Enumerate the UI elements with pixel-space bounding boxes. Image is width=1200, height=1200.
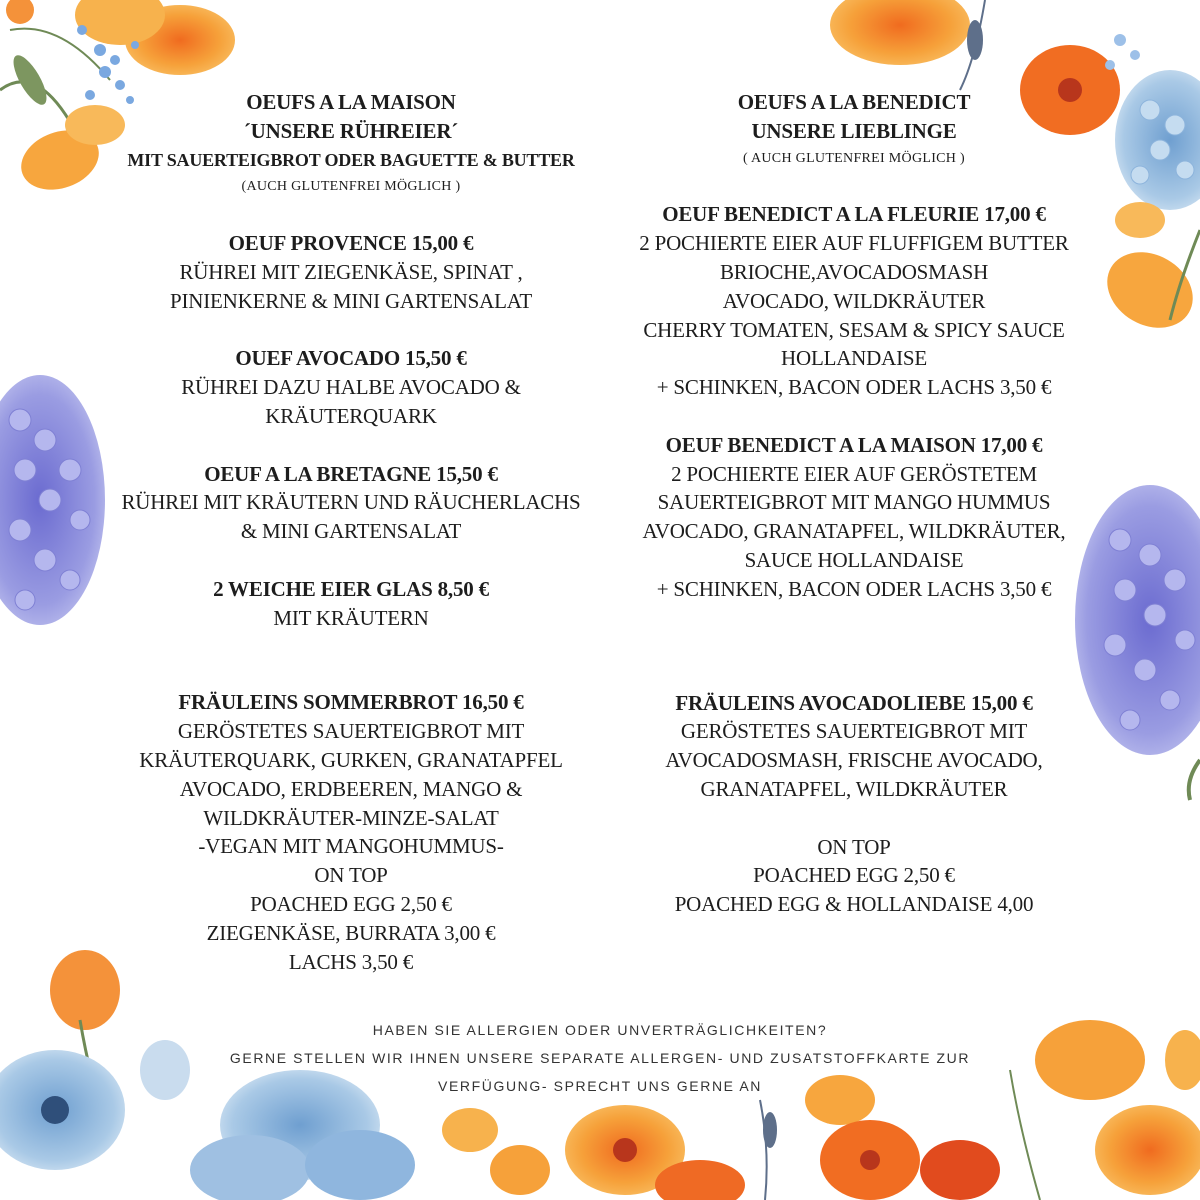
menu-item-desc: + SCHINKEN, BACON ODER LACHS 3,50 € (656, 576, 1052, 601)
menu-item-title: OEUF BENEDICT A LA MAISON 17,00 € (665, 432, 1043, 457)
menu-item-desc: 2 POCHIERTE EIER AUF GERÖSTETEM (671, 461, 1037, 486)
section-subtitle: UNSERE LIEBLINGE (751, 118, 957, 143)
menu-item (71, 575, 631, 633)
gluten-free-note: ( AUCH GLUTENFREI MÖGLICH ) (743, 150, 965, 166)
allergy-notice-line: VERFÜGUNG- SPRECHT UNS GERNE AN (438, 1078, 762, 1094)
menu-item-desc: AVOCADO, GRANATAPFEL, WILDKRÄUTER, (642, 519, 1066, 544)
menu-item-desc: AVOCADO, ERDBEEREN, MANGO & (179, 776, 523, 801)
menu-item (574, 200, 1134, 402)
menu-item-desc: 2 POCHIERTE EIER AUF FLUFFIGEM BUTTER (639, 231, 1069, 256)
menu-item-title: FRÄULEINS SOMMERBROT 16,50 € (178, 690, 524, 715)
menu-item-desc: HOLLANDAISE (781, 346, 927, 371)
section-header-right (574, 88, 1134, 172)
menu-item-desc: GERÖSTETES SAUERTEIGBROT MIT (680, 719, 1028, 744)
menu-item-featured (71, 688, 631, 976)
menu-item-extra: POACHED EGG & HOLLANDAISE 4,00 (674, 892, 1034, 917)
menu-item-desc: SAUCE HOLLANDAISE (744, 547, 964, 572)
allergy-notice-line: HABEN SIE ALLERGIEN ODER UNVERTRÄGLICHKEITEN? (372, 1022, 828, 1038)
menu-item-desc: PINIENKERNE & MINI GARTENSALAT (170, 288, 532, 313)
menu-item-desc: RÜHREI DAZU HALBE AVOCADO & (181, 375, 521, 400)
menu-item-desc: AVOCADOSMASH, FRISCHE AVOCADO, (665, 748, 1043, 773)
menu-item-desc: MIT KRÄUTERN (273, 605, 429, 630)
section-header-left (71, 88, 631, 200)
menu-item (71, 460, 631, 546)
menu-item-desc: ON TOP (314, 863, 388, 888)
menu-item-title: OUEF AVOCADO 15,50 € (235, 346, 467, 371)
section-title: OEUFS A LA BENEDICT (737, 90, 971, 114)
menu-item-desc: RÜHREI MIT KRÄUTERN UND RÄUCHERLACHS (121, 490, 581, 515)
gluten-free-note: (AUCH GLUTENFREI MÖGLICH ) (241, 179, 461, 195)
section-subtitle: ´UNSERE RÜHREIER´ (243, 118, 459, 143)
menu-item-desc: + SCHINKEN, BACON ODER LACHS 3,50 € (656, 375, 1052, 400)
menu-item-title: 2 WEICHE EIER GLAS 8,50 € (213, 576, 489, 601)
menu-item-desc: LACHS 3,50 € (288, 949, 414, 974)
menu-item-title: OEUF BENEDICT A LA FLEURIE 17,00 € (662, 202, 1046, 227)
menu-item-desc: WILDKRÄUTER-MINZE-SALAT (203, 805, 499, 830)
menu-item-desc: KRÄUTERQUARK (265, 403, 437, 428)
menu-item-desc: RÜHREI MIT ZIEGENKÄSE, SPINAT , (179, 259, 523, 284)
menu-column-left (71, 88, 631, 976)
menu-item-desc: -VEGAN MIT MANGOHUMMUS- (198, 834, 504, 859)
menu-item-desc: AVOCADO, WILDKRÄUTER (722, 288, 986, 313)
menu-item-title: OEUF A LA BRETAGNE 15,50 € (204, 461, 498, 486)
menu-column-right (574, 88, 1134, 919)
menu-item-title: OEUF PROVENCE 15,00 € (228, 231, 474, 256)
menu-item (574, 431, 1134, 604)
menu-item-desc: CHERRY TOMATEN, SESAM & SPICY SAUCE (643, 317, 1065, 342)
section-title: OEUFS A LA MAISON (246, 90, 456, 114)
menu-item-desc: KRÄUTERQUARK, GURKEN, GRANATAPFEL (139, 747, 563, 772)
menu-item (71, 344, 631, 430)
allergy-notice (0, 1016, 1200, 1100)
menu-item-desc: GRANATAPFEL, WILDKRÄUTER (700, 776, 1008, 801)
menu-item (71, 229, 631, 315)
menu-item-desc: & MINI GARTENSALAT (240, 519, 462, 544)
menu-item-desc: SAUERTEIGBROT MIT MANGO HUMMUS (657, 490, 1051, 515)
menu-item-desc: BRIOCHE,AVOCADOSMASH (719, 259, 989, 284)
section-bread-note: MIT SAUERTEIGBROT ODER BAGUETTE & BUTTER (127, 149, 575, 170)
menu-item-title: FRÄULEINS AVOCADOLIEBE 15,00 € (675, 690, 1033, 715)
menu-item-featured (574, 689, 1134, 919)
allergy-notice-line: GERNE STELLEN WIR IHNEN UNSERE SEPARATE ALLERGEN- UND ZUSATSTOFFKARTE ZUR (229, 1050, 971, 1066)
menu-item-extra: POACHED EGG 2,50 € (753, 863, 955, 888)
menu-item-extra: ON TOP (817, 834, 891, 859)
menu-item-desc: ZIEGENKÄSE, BURRATA 3,00 € (206, 920, 496, 945)
menu-item-desc: POACHED EGG 2,50 € (250, 891, 452, 916)
menu-item-desc: GERÖSTETES SAUERTEIGBROT MIT (177, 719, 525, 744)
